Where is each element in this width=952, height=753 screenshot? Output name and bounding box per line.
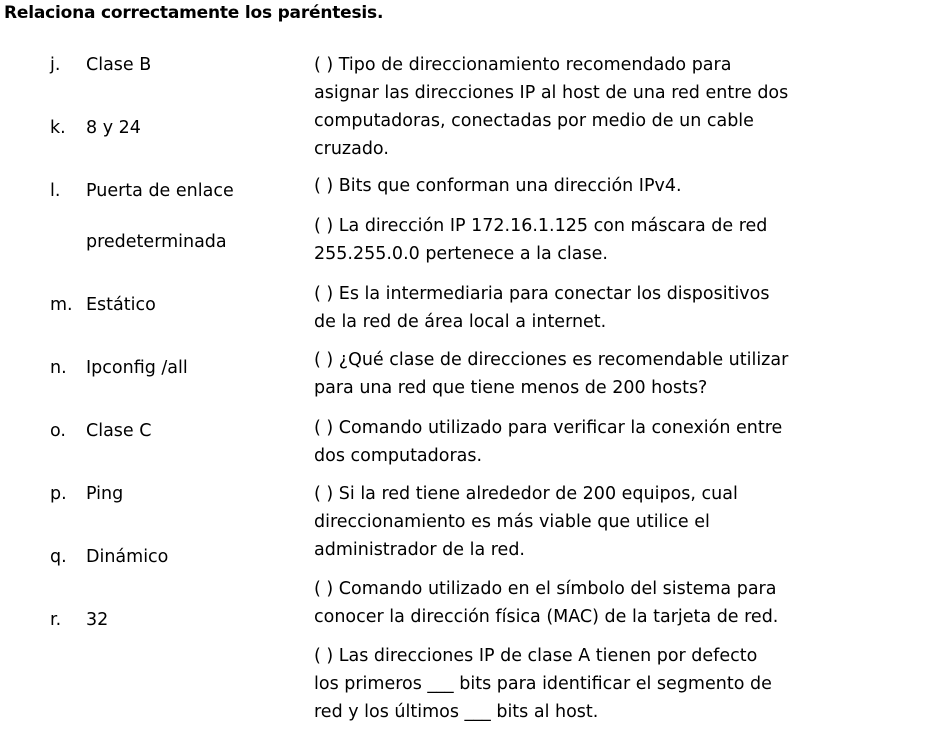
item-text: Ipconfig /all bbox=[86, 358, 188, 378]
statement-line: ( ) Comando utilizado en el símbolo del sistema para bbox=[314, 579, 777, 599]
list-item bbox=[50, 118, 141, 138]
statement-line: para una red que tiene menos de 200 hosts? bbox=[314, 378, 708, 398]
statement-line: red y los últimos ___ bits al host. bbox=[314, 702, 599, 722]
statement-line: asignar las direcciones IP al host de una red entre dos bbox=[314, 83, 789, 103]
item-letter: m. bbox=[50, 295, 73, 315]
statement-line: administrador de la red. bbox=[314, 540, 525, 560]
statement-line: dos computadoras. bbox=[314, 446, 483, 466]
statement-line: ( ) Comando utilizado para verificar la conexión entre bbox=[314, 418, 783, 438]
statement-line: ( ) Tipo de direccionamiento recomendado para bbox=[314, 55, 732, 75]
statement-line: 255.255.0.0 pertenece a la clase. bbox=[314, 244, 608, 264]
statement bbox=[314, 642, 874, 726]
item-letter: k. bbox=[50, 118, 66, 138]
item-text: Ping bbox=[86, 484, 124, 504]
statement bbox=[314, 346, 874, 402]
list-item bbox=[50, 547, 168, 567]
item-letter: n. bbox=[50, 358, 67, 378]
item-letter: q. bbox=[50, 547, 67, 567]
list-item bbox=[50, 295, 156, 315]
statement-line: ( ) Bits que conforman una dirección IPv4. bbox=[314, 176, 682, 196]
item-text: Estático bbox=[86, 295, 156, 315]
list-item bbox=[50, 181, 234, 201]
list-item bbox=[50, 55, 151, 75]
list-item bbox=[50, 484, 123, 504]
statement bbox=[314, 414, 874, 470]
item-text: Clase C bbox=[86, 421, 152, 441]
statement bbox=[314, 51, 874, 163]
statement bbox=[314, 575, 874, 631]
item-text: Clase B bbox=[86, 55, 152, 75]
item-letter: l. bbox=[50, 181, 61, 201]
statement-line: direccionamiento es más viable que utilice el bbox=[314, 512, 710, 532]
item-text: 8 y 24 bbox=[86, 118, 141, 138]
statement-line: ( ) La dirección IP 172.16.1.125 con máscara de red bbox=[314, 216, 768, 236]
item-letter: j. bbox=[50, 55, 61, 75]
statement-line: computadoras, conectadas por medio de un cable bbox=[314, 111, 754, 131]
item-letter: r. bbox=[50, 610, 62, 630]
item-text: Puerta de enlace bbox=[86, 181, 234, 201]
item-text: 32 bbox=[86, 610, 109, 630]
statement bbox=[314, 280, 874, 336]
page-title: Relaciona correctamente los paréntesis. bbox=[4, 3, 384, 23]
list-item bbox=[50, 358, 188, 378]
list-item bbox=[50, 610, 108, 630]
statement-line: ( ) Las direcciones IP de clase A tienen por defecto bbox=[314, 646, 758, 666]
item-text: Dinámico bbox=[86, 547, 169, 567]
statement-line: de la red de área local a internet. bbox=[314, 312, 607, 332]
statement-line: conocer la dirección física (MAC) de la tarjeta de red. bbox=[314, 607, 779, 627]
statement-line: los primeros ___ bits para identificar el segmento de bbox=[314, 674, 772, 694]
item-text-continuation: predeterminada bbox=[86, 232, 227, 252]
statement-line: ( ) ¿Qué clase de direcciones es recomendable utilizar bbox=[314, 350, 789, 370]
statement bbox=[314, 172, 874, 200]
item-letter: o. bbox=[50, 421, 66, 441]
statement-line: ( ) Es la intermediaria para conectar los dispositivos bbox=[314, 284, 770, 304]
statement bbox=[314, 212, 874, 268]
item-letter: p. bbox=[50, 484, 67, 504]
statement-line: ( ) Si la red tiene alrededor de 200 equipos, cual bbox=[314, 484, 738, 504]
statement-line: cruzado. bbox=[314, 139, 389, 159]
statement bbox=[314, 480, 874, 564]
list-item bbox=[50, 421, 151, 441]
